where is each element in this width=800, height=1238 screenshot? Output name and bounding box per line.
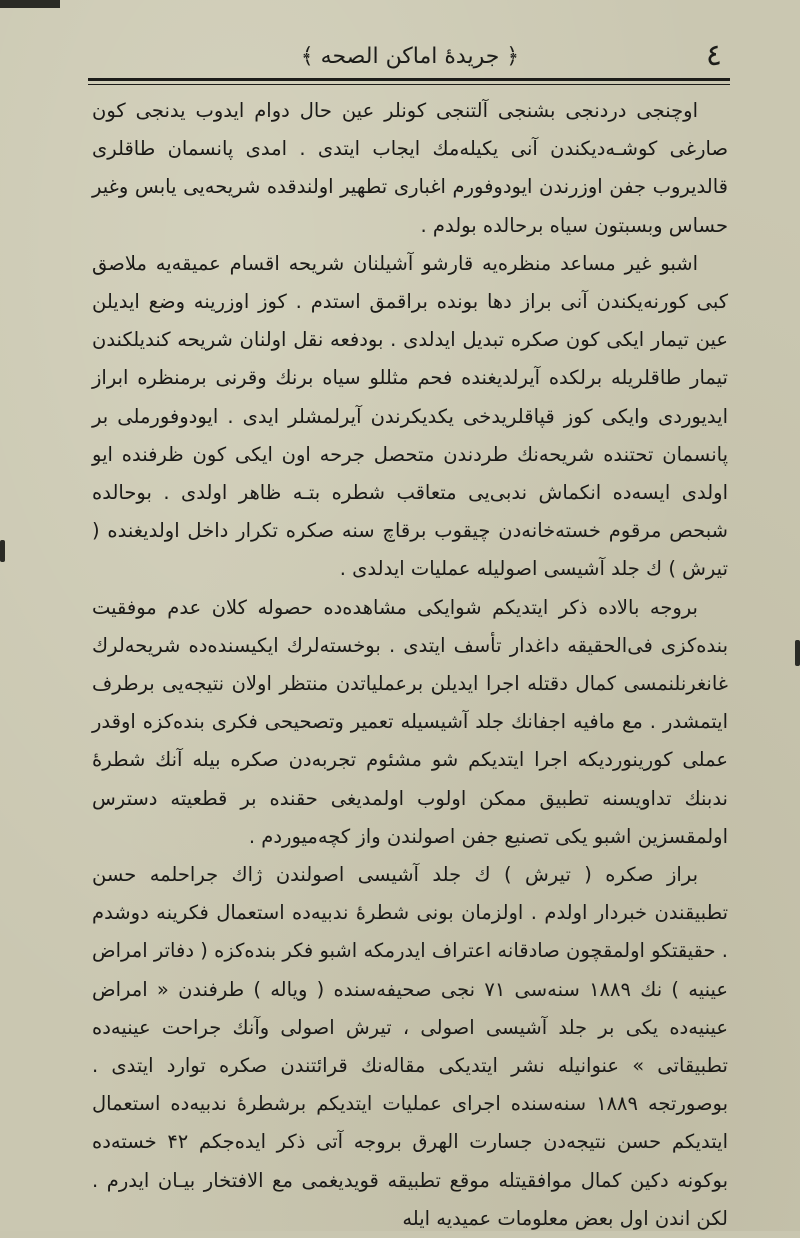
paragraph-4: براز صکره ( تیرش ) ك جلد آشیسی اصولندن ژاك جراحلمه حسن تطبیقندن خبردار اولدم . اولزمان بونی شطرهٔ ندبیه‌ده استعمال فکرینه دوشدم . حقیقتکو اولمقچون صادقانه اعتراف ایدرمکه اشبو فکر بنده‌کزه ( دفاتر امراض عینیه ) نك ۱۸۸۹ سنه‌سی ۷۱ نجی صحیفه‌سنده ( ویاله ) طرفندن « امراض عینیه‌ده یکی بر جلد آشیسی اصولی ، تیرش اصولی وآنك جراحت عینیه‌ده تطبیقاتی » عنوانیله نشر ایتدیکی مقاله‌نك قرائتندن صکره توارد ایتدی . بوصورتجه ۱۸۸۹ سنه‌سنده اجرای عملیات ایتدیکم برشطرهٔ ندبیه‌ده استعمال ایتدیکم حسن نتیجه‌دن جسارت الهرق بروجه آتی ذکر ایده‌جکم ۴۲ خسته‌ده بوکونه دکین کمال موافقیتله موقع تطبیقه قویدیغمی مع الافتخار بیـان ایدرم . لکن اندن اول بعض معلومات عمیدیه ایله bbox=[92, 863, 729, 1230]
page-number: ٤ bbox=[705, 38, 722, 73]
paragraph-3: بروجه بالاده ذکر ایتدیکم شوایکی مشاهده‌ده حصوله کلان عدم موفقیت بنده‌کزی فی‌الحقیقه داغدار تأسف ایتدی . بوخسته‌لرك ایکیسنده‌ده شریحه‌لرك غانغرنلنمسی کمال دقتله اجرا ایدیلن برعملیاتدن منتظر اولان نتیجه‌یی برطرف ایتمشدر . مع مافیه اجفانك جلد آشیسیله تعمیر وتصحیحی فکری بنده‌کزه اوقدر عملی کورینوردیکه اجرا ایتدیکم شو مشئوم تجربه‌دن صکره بیله آنك شطرهٔ ندبنك تداویسنه تطبیق ممکن اولوب اولمدیغی حقنده بر قطعیته دسترس اولمقسزین اشبو یکی تصنیع جفن اصولندن واز کچه‌میوردم . bbox=[92, 595, 728, 848]
page-header bbox=[90, 38, 730, 78]
header-rule-thin bbox=[88, 84, 730, 85]
paragraph-2: اشبو غیر مساعد منظره‌یه قارشو آشیلنان شریحه اقسام عمیقه‌یه ملاصق کبی کورنه‌یکندن آنی براز دها بونده براقمق استدم . کوز اوزرینه وضع ایدیلن عین تیمار ایکی کون صکره تبدیل ایدلدی . بودفعه نقل اولنان شریحه کندیلکندن تیمار طاقلریله برلکده آیرلدیغنده فحم مثللو سیاه برنك وقرنی برمنظره ابراز ایدیوردی وایکی کوز قپاقلریدخی یکدیکرندن آیرلمشلر ایدی . ایودوفورملی بر پانسمان تحتنده شریحه‌نك طردندن متحصل جرحه اون ایکی کون ظرفنده ایو اولدی ایسه‌ده انکماش ندبی‌یی متعاقب شطره بتـه ظاهر اولدی . بوحالده شبحص مرقوم خسته‌خانه‌دن چیقوب برقاچ سنه صکره تکرار داخل اولدیغنده ( تیرش ) ك جلد آشیسی اصولیله عملیات ایدلدی . bbox=[92, 251, 728, 581]
article-body bbox=[92, 92, 729, 1230]
binding-mark-left bbox=[0, 540, 5, 562]
binding-mark-right bbox=[795, 640, 800, 666]
running-title: ﴿ جريدهٔ اماكن الصحه ﴾ bbox=[300, 44, 520, 69]
scan-corner-mark bbox=[0, 0, 60, 8]
paragraph-1: اوچنجی دردنجی بشنجی آلتنجی کونلر عین حال دوام ایدوب یدنجی کون صارغی کوشـه‌دیکندن آنی یکیله‌مك ایجاب ایتدی . امدی پانسمان طاقلری قالدیروب جفن اوزرندن ایودوفورم اغباری تطهیر اولندقده شریحه‌یی یابس وغیر حساس وبسبتون سیاه برحالده بولدم . bbox=[92, 99, 728, 237]
header-rule-thick bbox=[88, 78, 730, 81]
